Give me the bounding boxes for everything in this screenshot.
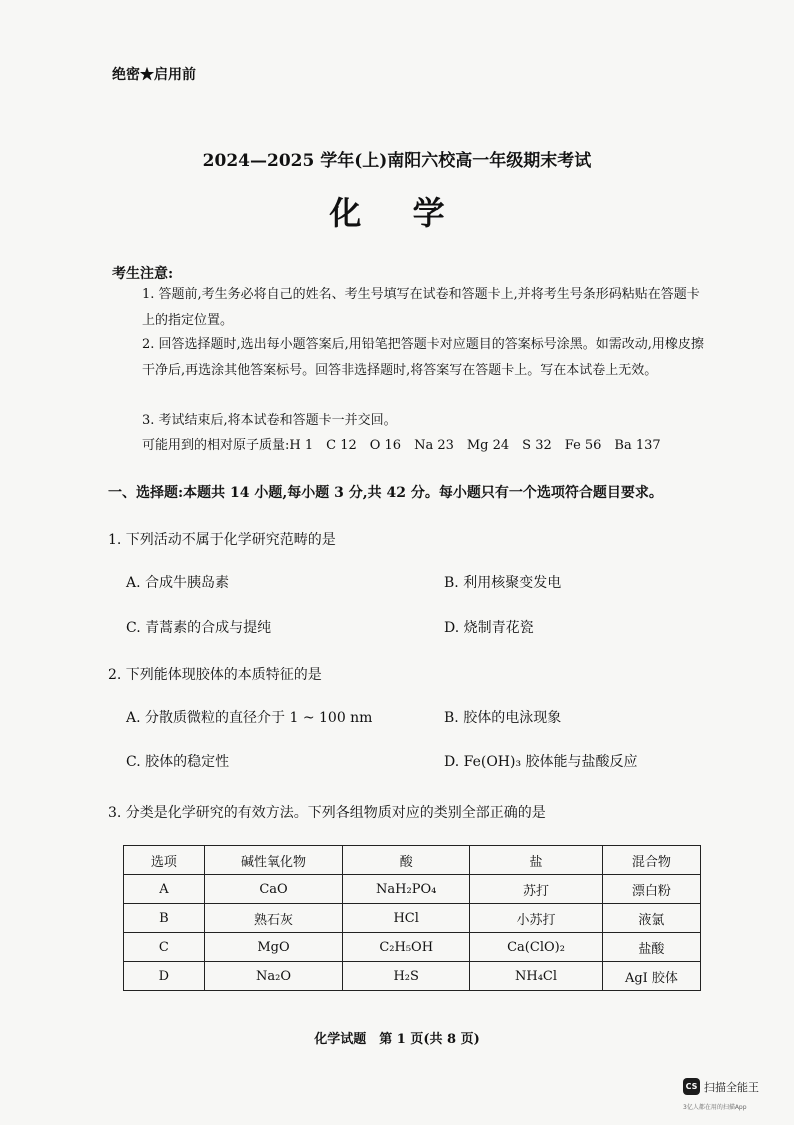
table-row [124,962,701,991]
scanner-badge [683,1078,759,1095]
table-cell: 熟石灰 [204,904,342,933]
page-footer: 化学试题 第 1 页(共 8 页) [314,1032,480,1047]
table-cell: C₂H₅OH [343,933,470,962]
subject-title: 化 学 [329,194,465,232]
table-cell: 漂白粉 [602,875,700,904]
table-cell: NaH₂PO₄ [343,875,470,904]
table-cell: 液氯 [602,904,700,933]
question-2-option-b: B. 胶体的电泳现象 [444,710,562,726]
table-cell: NH₄Cl [470,962,603,991]
table-cell: Ca(ClO)₂ [470,933,603,962]
table-header-cell: 选项 [124,846,205,875]
notice-heading: 考生注意: [112,266,174,282]
table-header-cell: 酸 [343,846,470,875]
table-header-cell: 混合物 [602,846,700,875]
notice-item-2: 2. 回答选择题时,选出每小题答案后,用铅笔把答题卡对应题目的答案标号涂黑。如需改动,用橡皮擦干净后,再选涂其他答案标号。回答非选择题时,将答案写在答题卡上。写在本试卷上无效。 [142,337,704,378]
table-cell: 小苏打 [470,904,603,933]
question-2-option-d: D. Fe(OH)₃ 胶体能与盐酸反应 [444,754,638,770]
question-1-option-a: A. 合成牛胰岛素 [126,575,230,591]
table-header-cell: 盐 [470,846,603,875]
question-2-option-c: C. 胶体的稳定性 [126,754,230,770]
table-cell: B [124,904,205,933]
table-cell: H₂S [343,962,470,991]
table-row [124,904,701,933]
scanner-tagline: 3亿人都在用的扫描App [683,1104,747,1111]
question-1-option-d: D. 烧制青花瓷 [444,620,534,636]
atomic-mass-line: 可能用到的相对原子质量:H 1 C 12 O 16 Na 23 Mg 24 S 32 Fe 56 Ba 137 [142,438,661,453]
exam-title: 2024—2025 学年(上)南阳六校高一年级期末考试 [202,151,592,171]
question-2-option-a: A. 分散质微粒的直径介于 1 ~ 100 nm [126,710,373,726]
table-cell: MgO [204,933,342,962]
table-cell: AgI 胶体 [602,962,700,991]
scanner-app-name: 扫描全能王 [704,1080,759,1094]
camscanner-icon: CS [683,1078,700,1095]
question-3-stem: 3. 分类是化学研究的有效方法。下列各组物质对应的类别全部正确的是 [108,805,546,821]
classification-table [123,845,701,991]
section-heading: 一、选择题:本题共 14 小题,每小题 3 分,共 42 分。每小题只有一个选项符合题目要求。 [108,485,663,501]
question-1-stem: 1. 下列活动不属于化学研究范畴的是 [108,532,336,548]
question-2-stem: 2. 下列能体现胶体的本质特征的是 [108,667,322,683]
table-row [124,875,701,904]
notice-item-3: 3. 考试结束后,将本试卷和答题卡一并交回。 [142,413,397,428]
table-cell: CaO [204,875,342,904]
table-cell: Na₂O [204,962,342,991]
table-row [124,933,701,962]
notice-item-1: 1. 答题前,考生务必将自己的姓名、考生号填写在试卷和答题卡上,并将考生号条形码粘贴在答题卡上的指定位置。 [142,287,700,328]
table-cell: C [124,933,205,962]
table-cell: HCl [343,904,470,933]
table-cell: D [124,962,205,991]
table-header-cell: 碱性氧化物 [204,846,342,875]
table-cell: 盐酸 [602,933,700,962]
table-header-row [124,846,701,875]
question-1-option-c: C. 青蒿素的合成与提纯 [126,620,272,636]
question-1-option-b: B. 利用核聚变发电 [444,575,562,591]
table-cell: A [124,875,205,904]
confidential-label: 绝密★启用前 [112,67,196,83]
table-cell: 苏打 [470,875,603,904]
